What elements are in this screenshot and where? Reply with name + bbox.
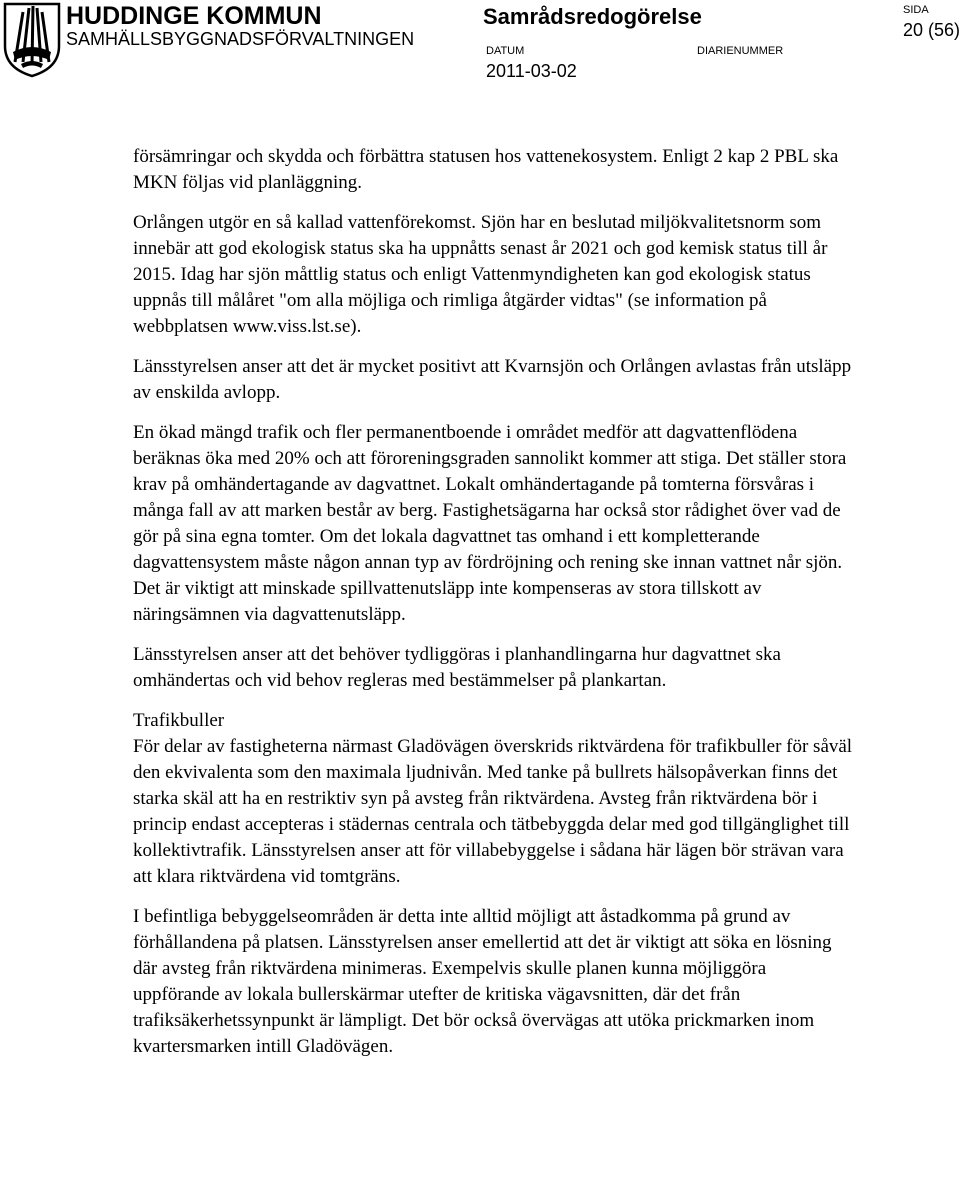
paragraph: För delar av fastigheterna närmast Gladövägen överskrids riktvärdena för trafikbuller för såväl den ekvivalenta som den maximala ljudnivån. Med tanke på bullrets hälsopåverkan finns det starka skäl att ha en restriktiv syn på avsteg från riktvärdena. Avsteg från riktvärdena bör i princip endast accepteras i städernas centrala och tätbebyggda delar med god tillgänglighet till kollektivtrafik. Länsstyrelsen anser att för villabebyggelse i sådana här lägen bör strävan vara att klara riktvärdena vid tomtgräns. [133, 736, 853, 887]
department-name: SAMHÄLLSBYGGNADSFÖRVALTNINGEN [66, 29, 415, 49]
paragraph: Länsstyrelsen anser att det är mycket positivt att Kvarnsjön och Orlången avlastas från utsläpp av enskilda avlopp. [133, 356, 852, 403]
diarie-label: DIARIENUMMER [697, 45, 784, 57]
coat-of-arms-icon [3, 2, 61, 78]
document-body [133, 144, 853, 1074]
document-type: Samrådsredogörelse [483, 4, 702, 29]
section-heading: Trafikbuller [133, 710, 225, 731]
page-label: SIDA [903, 4, 929, 16]
paragraph: försämringar och skydda och förbättra statusen hos vattenekosystem. Enligt 2 kap 2 PBL ska MKN följas vid planläggning. [133, 146, 839, 193]
date-value: 2011-03-02 [486, 61, 577, 81]
paragraph: Orlången utgör en så kallad vattenförekomst. Sjön har en beslutad miljökvalitetsnorm som innebär att god ekologisk status ska ha uppnåtts senast år 2021 och god kemisk status till år 2015. Idag har sjön måttlig status och enligt Vattenmyndigheten kan god ekologisk status uppnås till målåret "om alla möjliga och rimliga åtgärder vidtas" (se information på webbplatsen www.viss.lst.se). [133, 212, 828, 337]
paragraph: Länsstyrelsen anser att det behöver tydliggöras i planhandlingarna hur dagvattnet ska omhändertas och vid behov regleras med bestämmelser på plankartan. [133, 644, 781, 691]
paragraph: I befintliga bebyggelseområden är detta inte alltid möjligt att åstadkomma på grund av förhållandena på platsen. Länsstyrelsen anser emellertid att det är viktigt att söka en lösning där avsteg från riktvärdena minimeras. Exempelvis skulle planen kunna möjliggöra uppförande av lokala bullerskärmar utefter de kritiska vägavsnitten, där det från trafiksäkerhetssynpunkt är lämpligt. Det bör också övervägas att utöka prickmarken inom kvartersmarken intill Gladövägen. [133, 906, 832, 1057]
paragraph: En ökad mängd trafik och fler permanentboende i området medför att dagvattenflödena beräknas öka med 20% och att föroreningsgraden sannolikt kommer att stiga. Det ställer stora krav på omhändertagande av dagvattnet. Lokalt omhändertagande på tomterna försvåras i många fall av att marken består av berg. Fastighetsägarna har också stor rådighet över vad de gör på sina egna tomter. Om det lokala dagvattnet tas omhand i ett kompletterande dagvattensystem måste någon annan typ av fördröjning och rening ske innan vattnet når sjön. Det är viktigt att minskade spillvattenutsläpp inte kompenseras av stora tillskott av näringsämnen via dagvattenutsläpp. [133, 422, 847, 625]
organization-name: HUDDINGE KOMMUN [66, 2, 322, 30]
date-label: DATUM [486, 45, 525, 57]
page-number: 20 (56) [903, 20, 960, 40]
